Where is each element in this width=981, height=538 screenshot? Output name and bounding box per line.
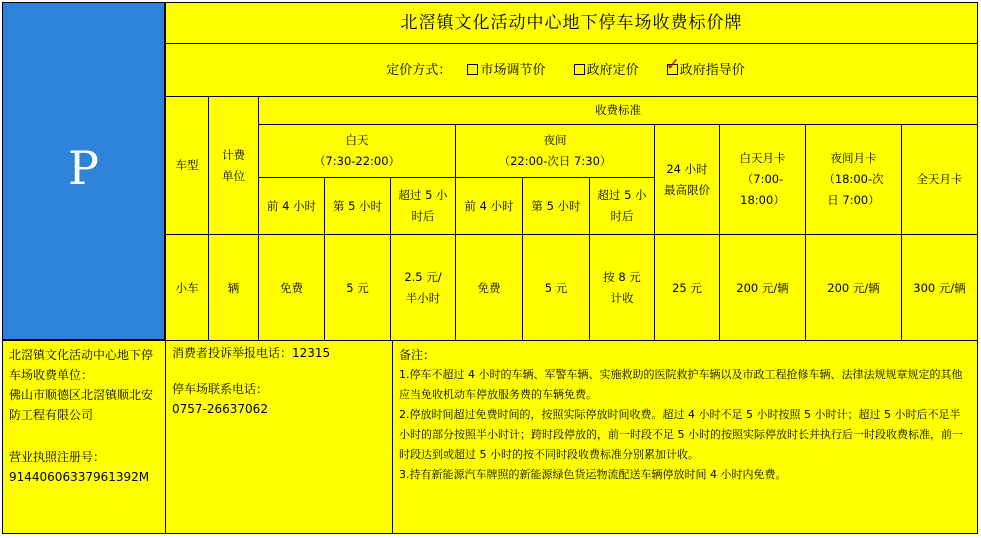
header-day-monthly: 白天月卡（7:00-18:00）	[720, 125, 806, 235]
fee-table	[165, 2, 978, 342]
notes-title: 备注：	[399, 348, 436, 362]
pricing-method-label: 定价方式：	[386, 62, 452, 78]
option-market-price: 市场调节价	[467, 60, 545, 81]
option-government-fixed: 政府定价	[574, 60, 639, 81]
cell-night-over5: 按 8 元计收	[590, 235, 655, 342]
pricing-method-row	[166, 44, 978, 97]
checkbox-empty-icon	[467, 64, 478, 75]
header-night-fifth: 第 5 小时	[523, 178, 590, 235]
header-night-over5: 超过 5 小时后	[590, 178, 655, 235]
parking-p-icon: P	[68, 141, 99, 195]
phone-number: 0757-26637062	[172, 402, 268, 416]
header-vehicle-type: 车型	[166, 97, 209, 235]
header-night: 夜间 （22:00-次日 7:30）	[456, 125, 655, 178]
header-night-first4: 前 4 小时	[456, 178, 523, 235]
cell-day-first4: 免费	[259, 235, 325, 342]
page-title: 北滘镇文化活动中心地下停车场收费标价牌	[166, 3, 978, 44]
company-info	[3, 341, 166, 534]
cell-24h-cap: 25 元	[655, 235, 720, 342]
cell-night-first4: 免费	[456, 235, 523, 342]
checkbox-empty-icon	[574, 64, 585, 75]
note-item: 3.持有新能源汽车牌照的新能源绿色货运物流配送车辆停放时间 4 小时内免费。	[399, 468, 787, 481]
header-day-over5: 超过 5 小时后	[391, 178, 456, 235]
header-day-fifth: 第 5 小时	[325, 178, 391, 235]
cell-unit: 辆	[209, 235, 259, 342]
header-night-monthly: 夜间月卡（18:00-次日 7:00）	[806, 125, 902, 235]
note-item: 1.停车不超过 4 小时的车辆、军警车辆、实施救助的医院救护车辆以及市政工程抢修车辆、法律法规规章规定的其他应当免收机动车停放服务费的车辆免费。	[399, 368, 963, 401]
header-day-first4: 前 4 小时	[259, 178, 325, 235]
cell-day-fifth: 5 元	[325, 235, 391, 342]
info-section	[2, 340, 978, 534]
cell-night-monthly: 200 元/辆	[806, 235, 902, 342]
phone-label: 停车场联系电话：	[172, 382, 269, 396]
note-item: 2.停放时间超过免费时间的，按照实际停放时间收费。超过 4 小时不足 5 小时按照 5 小时计；超过 5 小时后不足半小时的部分按照半小时计；跨时段停放的，前一时段不足 5 小时的按照实际停放时长并执行后一时段收费标准，前一时段达到或超过 5 小时的按不同时段收费标准分别累加计收。	[399, 408, 963, 461]
notes	[393, 341, 978, 534]
checkbox-checked-icon: ✓	[665, 54, 680, 75]
cell-day-over5: 2.5 元/半小时	[391, 235, 456, 342]
cell-all-day-monthly: 300 元/辆	[902, 235, 978, 342]
license-label: 营业执照注册号：	[9, 450, 106, 464]
complaint-hotline: 消费者投诉举报电话：12315	[172, 346, 331, 360]
header-all-day-monthly: 全天月卡	[902, 125, 978, 235]
cell-day-monthly: 200 元/辆	[720, 235, 806, 342]
parking-logo	[2, 2, 165, 340]
license-number: 91440606337961392M	[9, 470, 150, 484]
header-day: 白天 （7:30-22:00）	[259, 125, 456, 178]
cell-vehicle-type: 小车	[166, 235, 209, 342]
company-label: 北滘镇文化活动中心地下停车场收费单位：	[9, 348, 154, 382]
cell-night-fifth: 5 元	[523, 235, 590, 342]
company-name: 佛山市顺德区北滘镇顺北安防工程有限公司	[9, 388, 154, 422]
header-fee-standard: 收费标准	[259, 97, 978, 125]
header-unit: 计费单位	[209, 97, 259, 235]
contact-info	[166, 341, 393, 534]
header-24h-cap: 24 小时最高限价	[655, 125, 720, 235]
option-government-guided: ✓ 政府指导价	[665, 54, 745, 78]
